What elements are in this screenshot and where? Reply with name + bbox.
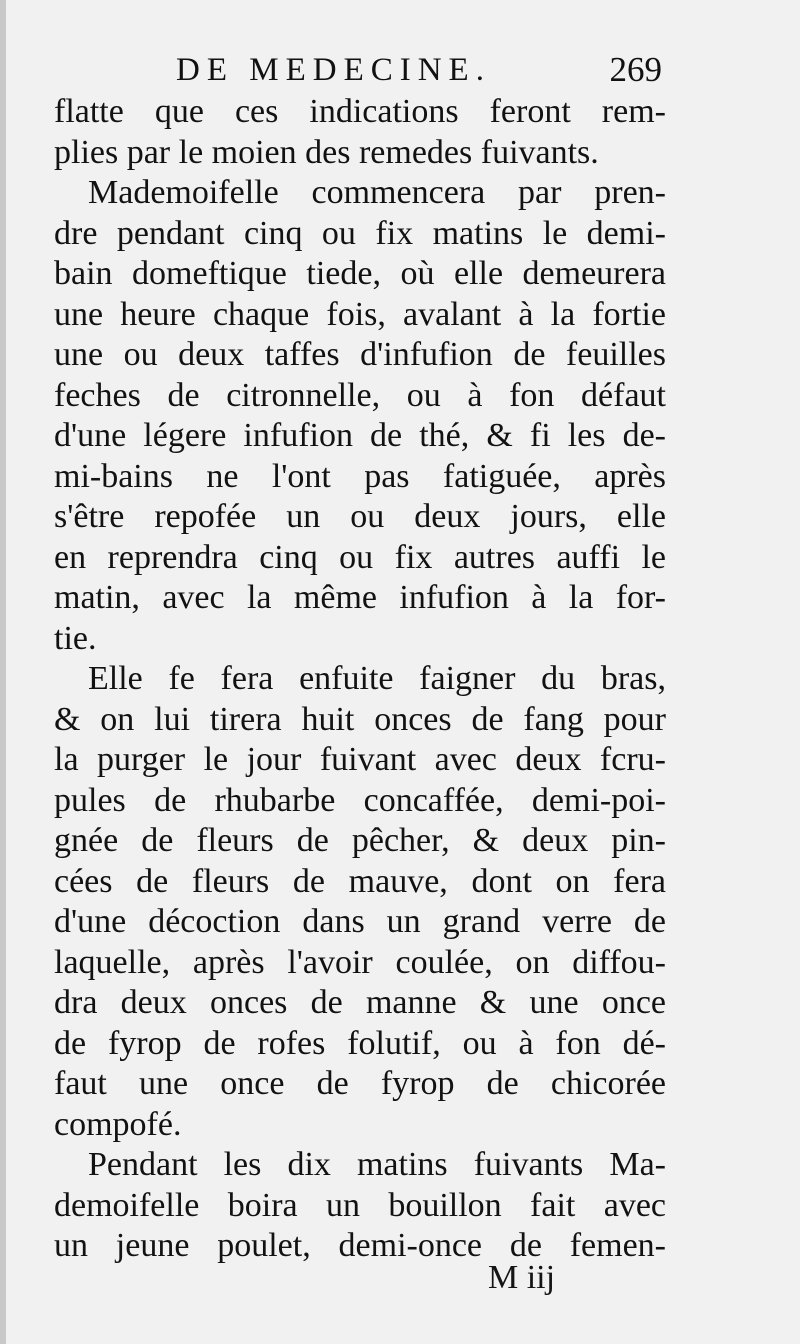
running-head: DE MEDECINE.	[176, 52, 491, 88]
text-line: un jeune poulet, demi-once de femen-	[54, 1227, 666, 1264]
text-line: bain domeftique tiede, où elle demeurera	[54, 255, 666, 292]
text-line: flatte que ces indications feront rem-	[54, 93, 666, 130]
text-line: feches de citronnelle, ou à fon défaut	[54, 376, 666, 414]
body-text	[54, 92, 666, 1267]
text-line: dre pendant cinq ou fix matins le demi-	[54, 214, 666, 252]
page-header	[176, 44, 676, 96]
text-line: compofé.	[54, 1105, 182, 1143]
text-line: Mademoifelle commencera par pren-	[88, 174, 666, 211]
text-line: pules de rhubarbe concaffée, demi-poi-	[54, 781, 666, 819]
text-line: une heure chaque fois, avalant à la fortie	[54, 295, 666, 333]
text-line: en reprendra cinq ou fix autres auffi le	[54, 538, 666, 576]
text-line: d'une décoction dans un grand verre de	[54, 903, 666, 940]
text-line: une ou deux taffes d'infufion de feuilles	[54, 336, 666, 373]
text-line: mi-bains ne l'ont pas fatiguée, après	[54, 457, 666, 495]
text-line: Pendant les dix matins fuivants Ma-	[88, 1146, 666, 1183]
text-line: d'une légere infufion de thé, & fi les de-	[54, 417, 666, 454]
text-line: tie.	[54, 619, 97, 657]
page-number: 269	[609, 50, 662, 89]
text-line: demoifelle boira un bouillon fait avec	[54, 1186, 666, 1224]
text-line: dra deux onces de manne & une once	[54, 984, 666, 1021]
text-line: plies par le moien des remedes fuivants.	[54, 133, 599, 171]
text-line: & on lui tirera huit onces de fang pour	[54, 700, 666, 738]
text-line: cées de fleurs de mauve, dont on fera	[54, 862, 666, 900]
text-line: de fyrop de rofes folutif, ou à fon dé-	[54, 1024, 666, 1062]
signature-mark: M iij	[488, 1259, 556, 1296]
text-line: laquelle, après l'avoir coulée, on diffou-	[54, 943, 666, 981]
text-line: faut une once de fyrop de chicorée	[54, 1065, 666, 1102]
text-line: gnée de fleurs de pêcher, & deux pin-	[54, 822, 666, 859]
text-line: matin, avec la même infufion à la for-	[54, 579, 666, 616]
text-line: s'être repofée un ou deux jours, elle	[54, 498, 666, 535]
text-line: Elle fe fera enfuite faigner du bras,	[88, 660, 666, 697]
text-line: la purger le jour fuivant avec deux fcru-	[54, 741, 666, 778]
